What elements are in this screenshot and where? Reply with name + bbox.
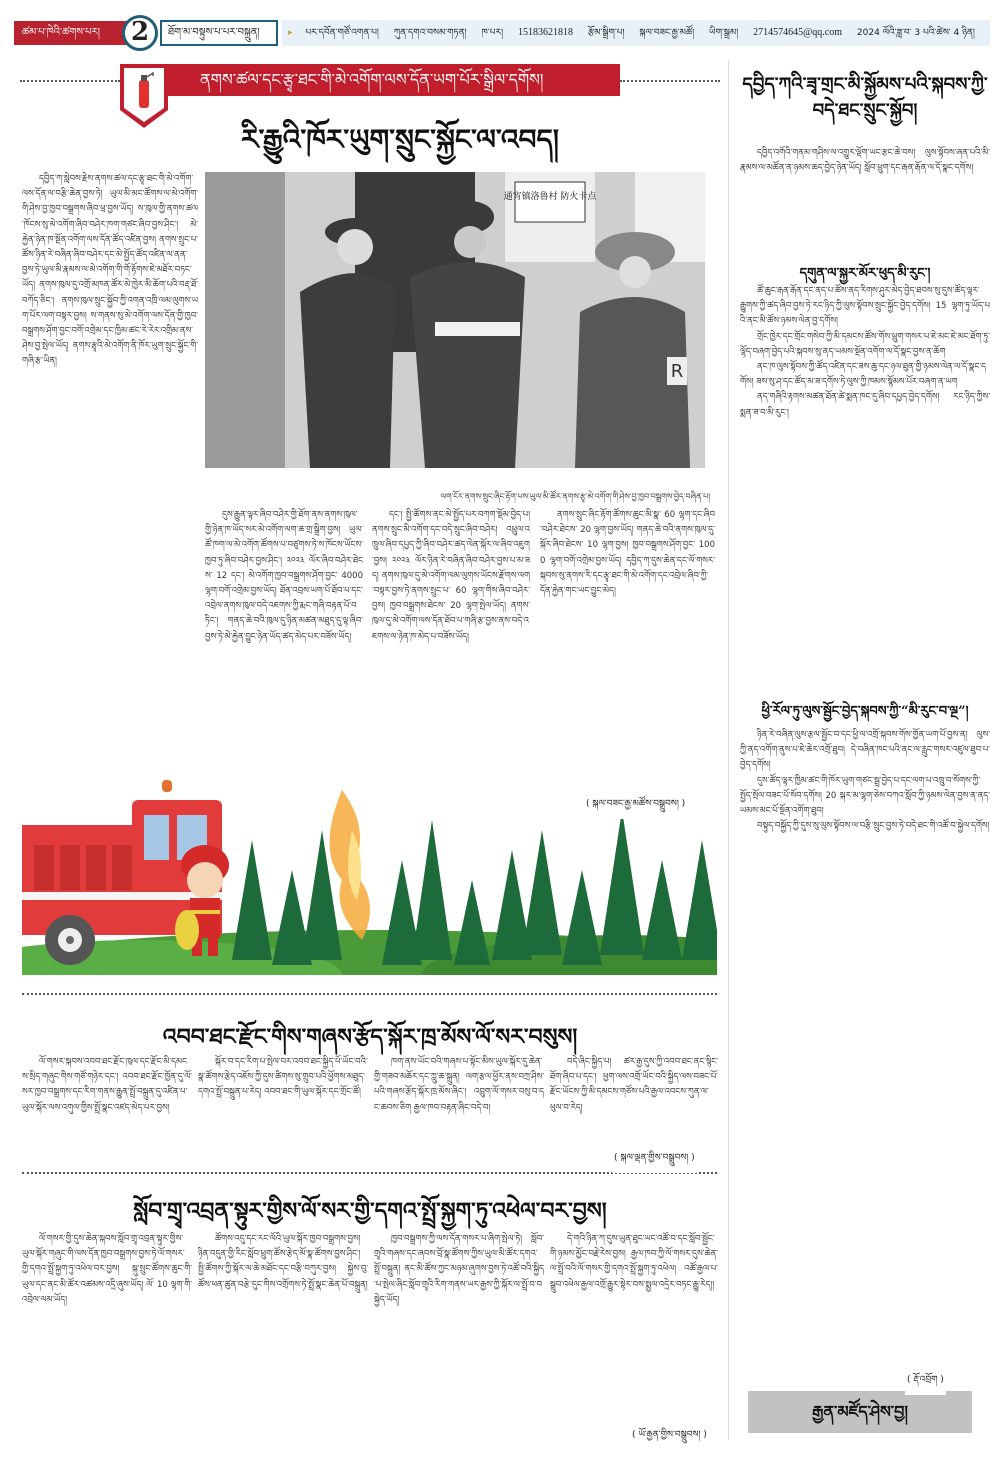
page-header xyxy=(10,17,990,49)
dotted-rule xyxy=(22,993,717,995)
article-title: འབབ་ཐང་རྫོང་གིས་གཞས་རྩོད་སྐོར་ཁྲ་མོས་ལོ་སར་བསུས། xyxy=(162,1024,578,1050)
article-paragraph: ནགས་སྲུང་ཞིང་རྟོག་ཚོགས་ཆུང་མི་སྣ་ 60 ལྷག་དང་ཞིབ་བཤེར་ཐེངས་ 20 ལྷག་བྱས་ཡོད། གནད་ཆེ་བའི་ནགས་ཁུལ་དུ་སྐོར་ཞིབ་ཐེངས་ 10 ལྷག་བྱས། ཁྱབ་བསྒྲགས་ཤོག་བྱང་ 1000 ལྷག་བགོ་འགྲེམ་བྱས་ཡོད། དབྱིད་ཀ་དུས་ཆེན་དང་ལོ་གསར་སྐབས་སུ་ནགས་རི་དང་རྩྭ་ཐང་གི་མེ་འགོག་དང་འབྲེལ་ཞིབ་ཀྱི་དོན་རྐྱེན་གང་ཡང་བྱུང་མེད། xyxy=(540,510,715,597)
photo-caption: ལག་ངོར་ནགས་སྲུང་ཞིང་རྟོག་པས་ཡུལ་མི་ཚོར་ནགས་རྩྭ་མེ་འགོག་གི་ཤེས་བྱ་ཁྱབ་བསྒྲགས་བྱེད་བཞིན་པ། xyxy=(440,492,710,501)
paper-name: ཚམ་པ་ཁེའི་ཚགས་པར། xyxy=(14,21,134,45)
triangle-bullet-icon: ▸ xyxy=(288,28,293,38)
article-byline: ( ཡོ་རྒྱན་གྱིས་བསྒྲུབས། ) xyxy=(630,1425,709,1450)
dotted-rule xyxy=(20,80,120,82)
sidebar-paragraph: དབྱིད་འགོའི་གནམ་གཤིས་ལ་འགྱུར་ལྡོག་ཡང་རྩང་ཆེ་བས། ལུས་སྟོབས་ཞན་པའི་མི་རྣམས་ལ་མཚོན་ན་ཉམས་ཆད་བྱེད་ཉེན་ཡོད། སློབ་ཕྲུག་དང་རྒན་རྒོན་ལ་དོ་སྣང་དགོས། xyxy=(740,148,990,174)
issue-date: 2024 ལོའི་ཟླ་བ་ 3 པའི་ཚེས་ 4 ཉིན། xyxy=(856,28,975,38)
article-paragraph: དུས་རྒྱུན་ལྟར་ཞིབ་བཤེར་གྱི་ཐོག་ནས་ནགས་ཁུལ་གྱི་ཉེན་ཁ་ཡོད་སར་མེ་འགོག་ལག་ཆ་གྲ་སྒྲིག་བྱས། ཡུལ་ཚོ་ཁག་ལ་མེ་འགོག་ཚོགས་པ་བཙུགས་ཏེ་ས་ཁོངས་ཡོངས་ཁྱབ་ཏུ་ཞིབ་བཤེར་བྱས་ཤིང་། ༢༠༢༣ ལོར་ཞིབ་བཤེར་ཐེངས་ 12 དང་། མེ་འགོག་ཁྱབ་བསྒྲགས་ཤོག་བྱང་ 4000 ལྷག་བགོ་འགྲེམ་བྱས་ཡོད། ཐོན་འབྲས་ཡག་པོ་ཐོབ་པ་དང་འབྲེལ་ནགས་ཁུལ་བདེ་འཇགས་ཀྱི་རྨང་གཞི་བརྟན་པོ་བཏིང་། གནད་ཆེ་བའི་ཁུལ་དུ་ཉིན་མཚན་མཐུད་དུ་ལྟ་ཞིབ་བྱས་ཏེ་མེ་རྐྱེན་བྱུང་ཉེན་ཡོད་ཚད་མེད་པར་བཟོས་ཡོད། xyxy=(205,510,363,642)
article-column xyxy=(550,1232,718,1412)
column-divider xyxy=(728,60,729,1440)
article-paragraph: དང་། སྤྱི་ཚོགས་ནང་མེ་སྤྱོད་པར་བཀག་སྡོམ་བྱེད་པ། ནགས་སྲུང་མི་འགོག་དང་བདེ་སྲུང་ཞིབ་བཤེར། འཕྲུལ་འཁྲུལ་ཞིབ་དཔྱད་ཀྱི་ཞིབ་བཤེར་ཚད་ལེན་སྐོར་ལ་ཞིབ་འཇུག་བྱས། ༢༠༢༣ ལོར་ཉིན་རེ་བཞིན་ཞིབ་བཤེར་བྱས་པ་མ་ཟད། ནགས་ཁུལ་དུ་མེ་འགོག་ལམ་ལུགས་ཡོངས་རྫོགས་ལག་བསྟར་བྱས་ཏེ་ནགས་སྲུང་པ་ 60 ལྷག་གིས་ཞིབ་བཤེར་བྱས། ཁྱབ་བསྒྲགས་ཐེངས་ 20 ལྷག་སྤེལ་ཡོད། ནགས་ཁུལ་དུ་མེ་འགོག་ལས་དོན་ཐོབ་པ་གཞི་རྩ་བྱས་ནས་བདེ་འཇགས་ལ་ཉེན་ཁ་མེད་པ་བཟོས་ཡོད། xyxy=(372,510,530,642)
article-paragraph: དེ་གའི་ཉིན་ཀ་དུས་ཡུན་ཐུང་ཡང་འཚོ་བ་དང་སློབ་སྦྱོང་གི་ཉམས་མྱོང་བརྗེ་རེས་བྱས། རྒྱལ་ཁབ་ཀྱི་ལོ་གསར་དུས་ཆེན་ལ་སྤྲོ་བའི་ལོ་གསར་གྱི་དགའ་སྤྲོ་སྐྱག་ཏུ་འཕེལ། འཚོ་རྒྱལ་པ་སྒྲུབ་འཕེལ་རྒྱལ་འགྲོ་རྒྱུར་སྟེར་བས་སྨྱལ་འདྲེར་བཏང་རྒྱུ་རེད།། xyxy=(550,1234,718,1290)
photo-officers-illustration xyxy=(205,172,705,468)
phone-label: ཁ་པར། xyxy=(481,28,504,38)
article-column xyxy=(198,1055,368,1160)
layout-name: སྐལ་བཟང་རྒྱ་མཚོ། xyxy=(639,28,695,38)
article-column xyxy=(372,508,530,793)
sidebar-paragraph: གྲོང་ཁྱེར་དང་གྲོང་གསེབ་ཀྱི་མི་དམངས་ཚོས་གོས་ཕྲུག་གསར་པ་ཇེ་མང་ཇེ་མང་ཐོག་ཏུ་ལྷོད་བཞག་བྱེད་པའི་སྐབས་སུ་ནད་ཡམས་སྔོན་འགོག་ལ་དོ་སྣང་བྱས་ན་ཆོག xyxy=(740,331,990,357)
article-title: རི་རྒྱུའི་ཁོར་ཡུག་སྲུང་སྐྱོང་ལ་འབད། xyxy=(241,123,559,156)
sidebar-title: དབྱིད་ཀའི་ཟྭ་གྲང་མི་སྐྱོམས་པའི་སྐབས་ཀྱི་བདེ་ཐང་སྲུང་སྐྱོབ། xyxy=(742,74,988,121)
article-column xyxy=(205,508,363,763)
sidebar-paragraph: དུས་ཚོད་ལྟར་ཁྱིམ་ཚང་གི་ཁོར་ཡུག་གཙང་སྦྲ་བྱེད་པ་དང་ལག་པ་འཁྲུ་བ་སོགས་ཀྱི་སྤྱོད་སྲོལ་བཟང་པོ་སོབ་དགོས། 20 སྐར་མ་ལྷག་ཅེས་བཀའ་སློབ་ཀྱི་ཉམས་ལེན་བྱས་ན་ནད་ཡམས་མང་པོ་སྔོན་འགོག་ཐུབ། xyxy=(740,775,990,817)
campaign-banner: ནགས་ཚལ་དང་རྩྭ་ཐང་གི་མེ་འགོག་ལས་དོན་ཡག་པོར་སྒྲིལ་དགོས། xyxy=(120,64,620,96)
sidebar-column xyxy=(740,284,990,674)
article-paragraph: ཁག་ནས་ཡོང་བའི་གཞས་པ་སྟོང་མིས་ཡུལ་སྐོར་དུ་ཆེན་གྱི་གཟབ་མཆོར་དང་ཀླུ་ཆ་སྐྲུན། ལག་རྩལ་ཕྱོར་ནས་བཀྲ་ཤིས་པའི་གཞས་རྩོད་སྐོར་ཁྲ་མོས་ཞིང་། འབྲུག་ལོ་གསར་བསུ་བ་དང་ཆབས་ཅིག རྒྱལ་ཁབ་བརྟན་ཞིང་བདེ་བ། xyxy=(374,1057,544,1113)
article-byline: ( སྐལ་ལྡན་གྱིས་བསྒྲུབས། ) xyxy=(612,1148,697,1173)
editor-name: ཀུན་དགའ་བསམ་གཏན། xyxy=(393,28,467,38)
sidebar-column xyxy=(740,728,990,1368)
editor-label: པར་དབོན་གཙོ་འགན་པ། xyxy=(305,28,379,38)
masthead-info-bar xyxy=(282,20,990,46)
sidebar-paragraph: ཚོ་ཆུང་རྒན་རྒོན་དང་ནད་པ་ཚོས་ནད་རིགས་ཤུར་མེད་བྱེད་ཐབས་སུ་དུས་ཚོད་ལྟར་རྒྱུགས་ཀྱི་ཚད་ཞིབ་བྱས་ཏེ་རང་ཉིད་ཀྱི་ལུས་སྟོབས་སྲུང་སྐྱོང་བྱེད་དགོས། 15 ལྷག་ཏུ་ཡོད་པའི་ནང་མི་ཚོས་ཉམས་ལེན་བྱ་དགོས། xyxy=(740,286,990,327)
article-paragraph: སྐོར་བ་དང་རིག་པ་སྤེལ་བར་འབབ་ཐང་སྐྱིད་པོ་ཡོང་བའི་སྣ་ཚོགས་རྩེད་འཇོས་ཀྱི་དུས་ཚིགས་སུ་གྲུབ་པའི་ཕྱོགས་མཐུད་དགའ་སྤྲོ་བསྐྲུན་པ་རེད། འབབ་ཐང་གི་ཡུལ་སྐོར་དང་གྲོང་ཚོ། xyxy=(198,1057,368,1098)
article-column xyxy=(198,1232,368,1442)
article-paragraph: ཚོགས་འདུ་དང་རང་ལོའི་ཡུལ་སྐོར་ཁྱབ་བསྒྲགས་བྱས། ཉིན་བདུན་གྱི་རིང་སློབ་ཕྲུག་ཚོས་རྩེད་མོ་སྣ་ཚོགས་བྱས་ཤིང་། སྤྱི་ཚོགས་ཀྱི་སྐོར་ལ་ཆེ་མཐོང་དང་བརྩི་བཀུར་བྱས། སྐྱེས་བུ་ཚོས་ཕན་ཚུན་བརྩེ་དུང་གིས་འགྲོགས་ཏེ་སྤྲོ་སྣང་ཆེན་པོ་བསྐྲུན། xyxy=(198,1234,368,1290)
sidebar-byline: ( རྡོ་འབྲོག ) xyxy=(905,1370,946,1395)
section-name: ཐོག་མ་བསྟུས་པ་པར་བསྐྲུན། xyxy=(160,20,278,46)
article-byline: ( སྐལ་བཟང་རྒྱ་མཚོས་བསྒྲུབས། ) xyxy=(584,794,687,819)
svg-text:R: R xyxy=(670,361,684,382)
article-title: སློབ་གྲྭ་འབྲན་སྟུར་གྱིས་ལོ་སར་གྱི་དགའ་སྤྲོ་སྐྱག་ཏུ་འཕེལ་བར་བྱས། xyxy=(133,1198,607,1224)
knowledge-box-label: རྒྱན་མཛོད་ཤེས་བྱ། xyxy=(748,1391,972,1433)
article-column xyxy=(374,1232,544,1442)
sidebar-subhead: ཕྱི་རོལ་ཏུ་ལུས་སྦྱོང་བྱེད་སྐབས་ཀྱི་“མི་རུང་བ་ལྔ”། xyxy=(761,704,969,719)
fire-extinguisher-icon xyxy=(120,64,168,128)
article-paragraph: ལོ་གསར་གྱི་དུས་ཆེན་སྐབས་སློབ་གྲྭ་འབྲན་སྟུར་གྱིས་ཡུལ་སྐོར་གཞུང་གི་ལས་དོན་ཁྱབ་བསྒྲགས་བྱས་ཏེ་ལོ་གསར་གྱི་དགའ་སྤྲོ་སྐྱག་ཏུ་འཕེལ་བར་བྱས། སྐུ་སྲུང་ཚོགས་ཆུང་གི་ཡུལ་དང་ནང་མི་ཚོར་འཚམས་འདྲི་ཞུས་ཡོད། ལོ་ 10 ལྷག་གི་འབྲེལ་ལམ་ཡོད། xyxy=(22,1234,192,1305)
article-paragraph: དབྱིད་ཀ་སླེབས་རྗེས་ནགས་ཚལ་དང་རྩྭ་ཐང་གི་མེ་འགོག་ལས་དོན་ལ་བརྩི་ཆེན་བྱས་ཏེ། ཡུལ་མི་མང་ཚོགས་ལ་མེ་འགོག་གི་ཤེས་བྱ་ཁྱབ་བསྒྲགས་ཞིབ་ཕྲ་བྱས་ཡོད། ས་ཁུལ་གྱི་ནགས་ཚལ་ཁོངས་སུ་མེ་འགོག་ཞིབ་བཤེར་ཁག་གཙང་ཞིབ་བྱས་ཤིང་། མེ་རྐྱེན་ཉེན་ཁ་སྔོན་འགོག་ལས་དོན་ཚོད་འཛིན་བྱས། ནགས་སྲུང་པ་ཚོས་ཉིན་རེ་བཞིན་ཞིབ་བཤེར་དང་མེ་སྤྱོད་ཚོད་འཛིན་ལ་ནན་བྱས་ཏེ་ཡུལ་མི་རྣམས་ལ་མེ་འགོག་གི་གོ་རྟོགས་ཇེ་མཐོར་བཏང་ཡོད། ནགས་ཁུལ་དུ་འགྲོ་མཁན་ཚོར་མེ་ཁྱེར་མི་ཆོག་པའི་བརྡ་ཐོ་བཀོད་ཅིང་། ནགས་ཁུལ་སྲུང་སྐྱོབ་ཀྱི་འགན་འཁྲི་ལམ་ལུགས་ཡག་པོར་ལག་བསྟར་བྱས། ས་གནས་སུ་མེ་འགོག་ལས་དོན་གྱི་ཁྱབ་བསྒྲགས་ཤོག་བྱང་བགོ་འགྲེམ་དང་ཁྱིམ་ཚང་རེ་རེར་འགྲིམ་ནས་ཤེས་བྱ་སྤེལ་ཡོད། ནགས་རྩྭའི་མེ་འགོག་ནི་ཁོར་ཡུག་སྲུང་སྐྱོང་གི་གཞི་རྩ་ཡིན། xyxy=(22,174,198,367)
email-label: ཡིག་སྒྲམ། xyxy=(709,28,739,38)
sidebar-paragraph: ནང་ཁ་ལུས་སྟོབས་ཀྱི་ཚོད་འཛིན་དང་ཟས་ཆུ་དང་ཉལ་ཐུན་གྱི་ཉམས་ལེན་ལ་དོ་སྣང་དགོས། ཟས་སུ་ཤ་དང་ཚོད་མ་ཟ་དགོས་ཏེ་ལུས་ཀྱི་ཁམས་སྙོམས་པོར་བཞག་ན་ཡག xyxy=(740,362,987,388)
article-column xyxy=(540,508,715,793)
layout-label: རྩོམ་སྒྲིག་པ། xyxy=(587,28,625,38)
article-column xyxy=(374,1055,544,1160)
article-photo xyxy=(205,172,705,468)
photo-signage: 通宵镇洛鲁村 防火卡点 xyxy=(503,192,597,202)
sidebar-paragraph: ཉིན་རེ་བཞིན་ལུས་རྩལ་སྦྱོང་བ་དང་ཕྱི་ལ་འགྲོ་སྐབས་གོས་གྱོན་ཡག་པོ་བྱས་ན། ལུས་ཀྱི་ནད་འགོག་ནུས་པ་ཇེ་ཆེར་འགྲོ་ཐུབ། དེ་བཞིན་ཁང་པའི་ནང་ལ་རླུང་གསར་འཛུལ་ཐུབ་པ་བྱེད་དགོས། xyxy=(740,730,990,771)
article-column xyxy=(22,1055,192,1160)
article-paragraph: ལོ་གསར་སྐབས་འབབ་ཐང་རྫོང་ཁུལ་དང་རྫོང་མི་དམངས་སྲིད་གཞུང་གིས་གཙོ་གཉེར་དང་། འབབ་ཐང་རྫོང་ཁྱོན་དུ་ལོ་སར་ཁྱབ་བསྒྲགས་དང་རིག་གནས་རྒྱུན་སྤྲོ་བསྐྲུན་དུ་འཛིན་པ་ཡུལ་སྐོར་ལས་འགུལ་གྱིས་སྤྲོ་སྣང་འཛད་མེད་པར་བྱས། xyxy=(22,1057,192,1113)
phone-number: 15183621818 xyxy=(517,27,573,38)
article-column xyxy=(22,1232,192,1442)
article-column xyxy=(22,172,198,762)
dotted-rule xyxy=(620,80,720,82)
article-paragraph: ཁྱབ་བསྒྲགས་ཀྱི་ལས་དོན་གསར་པ་ཞིག་སྤེལ་ཏེ། སློབ་གྲྭའི་གཞས་དང་ཞབས་བྲོ་སྣ་ཚོགས་ཀྱིས་ཡུལ་མི་ཚོར་དགའ་སྤྲོ་བསྐྲུན། ནང་མི་ཚོས་ཀྱང་མཉམ་ཞུགས་བྱས་ཏེ་འཚོ་བའི་སྐྱིད་པ་སྤེལ་ཞིང་སློབ་གྲྭའི་རིག་གནས་ཡར་རྒྱས་ཀྱི་སྐོར་ལ་སྤྲོ་བ་བསྐྱེད་ཡོད། xyxy=(374,1234,544,1305)
article-paragraph: བདེ་ཞིང་སྐྱིད་པ། ཚར་རྒྱ་དུས་ཀྱི་འབབ་ཐང་ནང་སྙིང་ཐོག་ཞིབ་པ་དང་། ཕྱག་ལས་འགྲོ་ཡོང་བའི་སྐྱིད་ལས་བཟང་པོ་རྫོང་ཡོངས་ཀྱི་མི་དམངས་གཙོས་པའི་རྒྱལ་འབངས་ཀུན་ལ་ཕུལ་བ་རེད། xyxy=(550,1057,718,1113)
email-address: 2714574645@qq.com xyxy=(753,27,843,38)
sidebar-paragraph: བསྟུད་བསྐྱོད་ཀྱི་དུས་སུ་ལུས་སྟོབས་ལ་བརྩི་སྲུང་བྱས་ཏེ་བདེ་ཐང་གི་འཚོ་བ་སྐྱེལ་དགོས། xyxy=(757,821,990,832)
sidebar-paragraph: ནད་གཞིའི་རྟགས་མཚན་ཐོན་ཚེ་སྨན་ཁང་དུ་ཞིབ་དཔྱད་བྱེད་དགོས། རང་ཉིད་ཀྱིས་སྨན་ཟ་བ་མི་རུང་། xyxy=(740,392,990,418)
sidebar-column xyxy=(740,146,990,254)
page-number-badge: 2 xyxy=(122,15,158,51)
article-column xyxy=(550,1055,718,1145)
sidebar-subhead: དགུན་ལ་སྐྱར་མོར་ཕུད་མི་རུང་། xyxy=(799,266,931,281)
